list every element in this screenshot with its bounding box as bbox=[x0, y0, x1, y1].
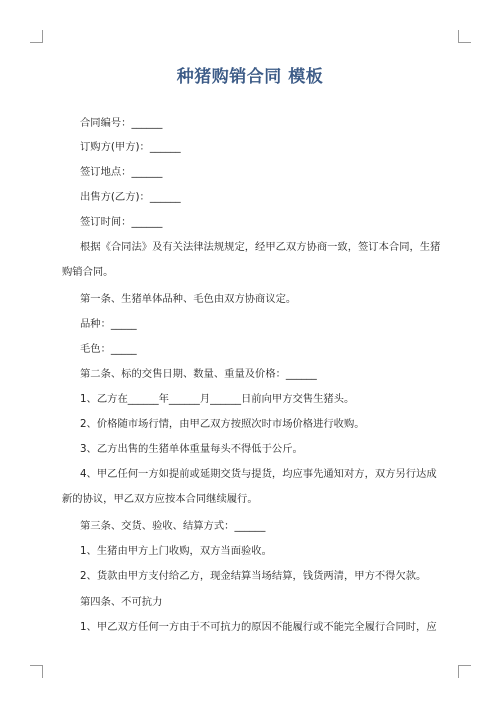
article-4-item-1: 1、甲乙双方任何一方由于不可抗力的原因不能履行或不能完全履行合同时，应 bbox=[80, 621, 437, 633]
intro-paragraph-line-1: 根据《合同法》及有关法律法规规定，经甲乙双方协商一致，签订本合同，生猪 bbox=[80, 241, 441, 253]
article-1-heading: 第一条、生猪单体品种、毛色由双方协商议定。 bbox=[80, 293, 297, 305]
article-2-item-4-line-1: 4、甲乙任何一方如提前或延期交货与提货，均应事先通知对方，双方另行达成 bbox=[80, 468, 437, 480]
article-3-heading: 第三条、交货、验收、结算方式：______ bbox=[80, 520, 266, 532]
document-title: 种猪购销合同 模板 bbox=[176, 67, 324, 87]
crop-mark-bottom-right bbox=[458, 665, 471, 678]
article-1-item-breed: 品种：_____ bbox=[80, 318, 137, 330]
article-2-item-2: 2、价格随市场行情，由甲乙双方按照次时市场价格进行收购。 bbox=[80, 418, 365, 430]
article-3-item-1: 1、生猪由甲方上门收购，双方当面验收。 bbox=[80, 545, 272, 557]
crop-mark-top-right bbox=[458, 30, 471, 43]
article-2-item-3: 3、乙方出售的生猪单体重量每头不得低于公斤。 bbox=[80, 443, 303, 455]
field-signing-place: 签订地点：______ bbox=[80, 166, 163, 178]
crop-mark-bottom-left bbox=[30, 665, 43, 678]
crop-mark-top-left bbox=[30, 30, 43, 43]
field-signing-time: 签订时间：______ bbox=[80, 216, 163, 228]
field-buyer: 订购方(甲方)：______ bbox=[80, 141, 181, 153]
article-1-item-color: 毛色：_____ bbox=[80, 343, 137, 355]
article-2-item-4-line-2: 新的协议，甲乙双方应按本合同继续履行。 bbox=[62, 493, 258, 505]
article-4-heading: 第四条、不可抗力 bbox=[80, 596, 163, 608]
article-2-item-1: 1、乙方在______年______月______日前向甲方交售生猪头。 bbox=[80, 393, 355, 405]
field-seller: 出售方(乙方)：______ bbox=[80, 191, 181, 203]
field-contract-number: 合同编号：______ bbox=[80, 117, 163, 129]
article-2-heading: 第二条、标的交售日期、数量、重量及价格：______ bbox=[80, 368, 317, 380]
intro-paragraph-line-2: 购销合同。 bbox=[62, 266, 114, 278]
article-3-item-2: 2、货款由甲方支付给乙方，现金结算当场结算，钱货两清，甲方不得欠款。 bbox=[80, 570, 427, 582]
